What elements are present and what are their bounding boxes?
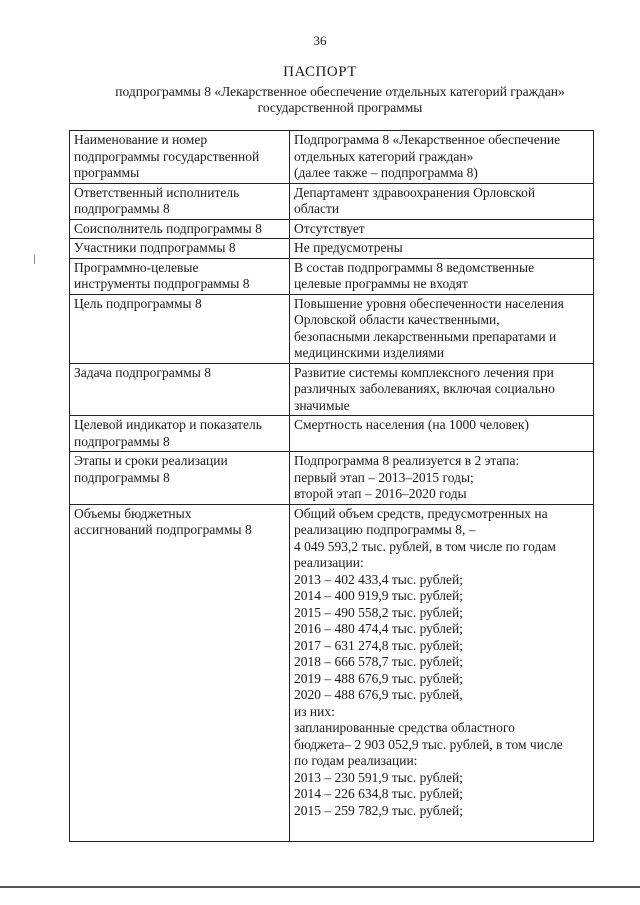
table-row bbox=[70, 183, 594, 219]
row-value-cell bbox=[290, 239, 594, 259]
table-row bbox=[70, 294, 594, 363]
row-value-cell bbox=[290, 504, 594, 841]
value-line: Орловской области качественными, bbox=[294, 312, 500, 327]
label-line: Объемы бюджетных bbox=[74, 505, 192, 521]
page-number: 36 bbox=[313, 33, 327, 48]
value-line: Отсутствует bbox=[294, 220, 365, 236]
label-line: Цель подпрограммы 8 bbox=[74, 295, 202, 311]
label-line: подпрограммы государственной bbox=[74, 148, 260, 164]
value-line: 2014 – 226 634,8 тыс. рублей; bbox=[294, 786, 463, 801]
value-line: 2017 – 631 274,8 тыс. рублей; bbox=[294, 637, 463, 653]
row-label-cell bbox=[70, 219, 290, 239]
value-line: первый этап – 2013–2015 годы; bbox=[294, 469, 474, 485]
value-line: запланированные средства областного bbox=[294, 720, 515, 735]
label-line: Задача подпрограммы 8 bbox=[74, 364, 211, 380]
table-row bbox=[70, 258, 594, 294]
label-line: Участники подпрограммы 8 bbox=[74, 240, 236, 255]
value-line: Общий объем средств, предусмотренных на bbox=[294, 505, 548, 521]
table-row bbox=[70, 504, 594, 841]
value-line: Подпрограмма 8 «Лекарственное обеспечение bbox=[294, 132, 561, 147]
value-line: Не предусмотрены bbox=[294, 240, 403, 255]
margin-mark bbox=[34, 255, 35, 264]
value-line: 2013 – 402 433,4 тыс. рублей; bbox=[294, 571, 463, 587]
label-line: Целевой индикатор и показатель bbox=[74, 417, 262, 432]
row-label-cell bbox=[70, 294, 290, 363]
value-line: Развитие системы комплексного лечения при bbox=[294, 364, 554, 380]
value-line: Повышение уровня обеспеченности населения bbox=[294, 295, 564, 311]
value-line: В состав подпрограммы 8 ведомственные bbox=[294, 259, 535, 275]
page-bottom-rule bbox=[0, 886, 640, 888]
value-line: Смертность населения (на 1000 человек) bbox=[294, 417, 529, 432]
label-line: Наименование и номер bbox=[74, 132, 208, 147]
label-line: Ответственный исполнитель bbox=[74, 184, 240, 200]
document-subtitle bbox=[70, 84, 610, 116]
table-row bbox=[70, 363, 594, 416]
row-value-cell bbox=[290, 131, 594, 184]
value-line: 2014 – 400 919,9 тыс. рублей; bbox=[294, 588, 463, 603]
value-line: области bbox=[294, 201, 340, 216]
value-line: 2016 – 480 474,4 тыс. рублей; bbox=[294, 621, 463, 636]
label-line: Этапы и сроки реализации bbox=[74, 453, 228, 468]
value-line: медицинскими изделиями bbox=[294, 345, 445, 360]
row-label-cell bbox=[70, 363, 290, 416]
value-line: различных заболеваниях, включая социально bbox=[294, 381, 555, 396]
row-label-cell bbox=[70, 416, 290, 452]
row-value-cell bbox=[290, 258, 594, 294]
value-line: целевые программы не входят bbox=[294, 276, 468, 291]
label-line: Соисполнитель подпрограммы 8 bbox=[74, 220, 262, 236]
subtitle-line: подпрограммы 8 «Лекарственное обеспечение отдельных категорий граждан» bbox=[115, 84, 565, 99]
label-line: инструменты подпрограммы 8 bbox=[74, 276, 250, 291]
value-line: 2020 – 488 676,9 тыс. рублей, bbox=[294, 687, 463, 702]
value-line: Департамент здравоохранения Орловской bbox=[294, 184, 536, 200]
value-line: бюджета– 2 903 052,9 тыс. рублей, в том числе bbox=[294, 736, 563, 752]
value-line: по годам реализации: bbox=[294, 753, 418, 768]
table-row bbox=[70, 452, 594, 505]
table-row bbox=[70, 416, 594, 452]
passport-table bbox=[69, 130, 594, 842]
row-label-cell bbox=[70, 452, 290, 505]
subtitle-line: государственной программы bbox=[257, 100, 423, 115]
value-line: значимые bbox=[294, 397, 350, 413]
table-row bbox=[70, 219, 594, 239]
row-label-cell bbox=[70, 239, 290, 259]
value-line: второй этап – 2016–2020 годы bbox=[294, 486, 467, 501]
row-label-cell bbox=[70, 258, 290, 294]
label-line: подпрограммы 8 bbox=[74, 433, 170, 449]
value-line: 2019 – 488 676,9 тыс. рублей; bbox=[294, 670, 463, 686]
row-value-cell bbox=[290, 294, 594, 363]
row-value-cell bbox=[290, 363, 594, 416]
row-value-cell bbox=[290, 452, 594, 505]
value-line: реализации: bbox=[294, 555, 364, 570]
value-line: 2018 – 666 578,7 тыс. рублей; bbox=[294, 654, 463, 669]
row-label-cell bbox=[70, 504, 290, 841]
table-row bbox=[70, 131, 594, 184]
value-line: отдельных категорий граждан» bbox=[294, 148, 474, 164]
value-line: 2013 – 230 591,9 тыс. рублей; bbox=[294, 769, 463, 785]
value-line: (далее также – подпрограмма 8) bbox=[294, 165, 478, 180]
row-label-cell bbox=[70, 131, 290, 184]
value-line: 2015 – 259 782,9 тыс. рублей; bbox=[294, 802, 463, 818]
value-line: 4 049 593,2 тыс. рублей, в том числе по годам bbox=[294, 538, 556, 554]
label-line: программы bbox=[74, 165, 140, 180]
value-line: из них: bbox=[294, 703, 335, 719]
value-line: 2015 – 490 558,2 тыс. рублей; bbox=[294, 604, 463, 620]
label-line: подпрограммы 8 bbox=[74, 201, 170, 216]
label-line: подпрограммы 8 bbox=[74, 469, 170, 485]
document-title: ПАСПОРТ bbox=[283, 64, 357, 80]
value-line: Подпрограмма 8 реализуется в 2 этапа: bbox=[294, 453, 520, 468]
label-line: Программно-целевые bbox=[74, 259, 199, 275]
value-line: безопасными лекарственными препаратами и bbox=[294, 328, 557, 344]
row-label-cell bbox=[70, 183, 290, 219]
row-value-cell bbox=[290, 219, 594, 239]
row-value-cell bbox=[290, 183, 594, 219]
table-row bbox=[70, 239, 594, 259]
value-line: реализацию подпрограммы 8, – bbox=[294, 522, 476, 537]
label-line: ассигнований подпрограммы 8 bbox=[74, 522, 252, 537]
row-value-cell bbox=[290, 416, 594, 452]
